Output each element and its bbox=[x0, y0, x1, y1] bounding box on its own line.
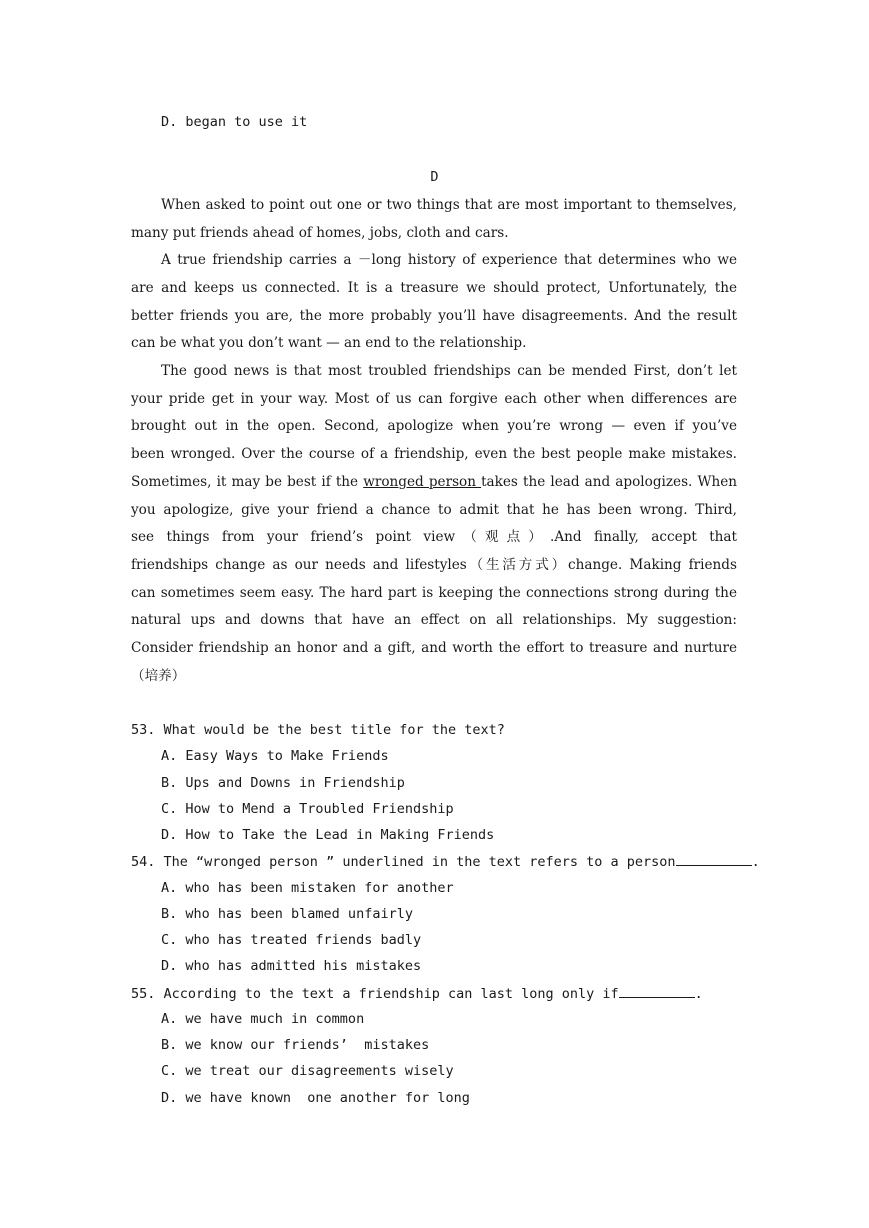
question-55-option-c: C. we treat our disagreements wisely bbox=[161, 1063, 454, 1079]
passage-p2-line4: can be what you don’t want — an end to the relationship. bbox=[131, 335, 527, 351]
passage-p3-line9: can sometimes seem easy. The hard part is keeping the connections strong during the bbox=[131, 585, 737, 601]
question-54-stem-end: . bbox=[751, 854, 760, 870]
question-53-option-d: D. How to Take the Lead in Making Friends bbox=[161, 827, 495, 843]
question-54-option-b: B. who has been blamed unfairly bbox=[161, 906, 413, 922]
passage-p3-line3: brought out in the open. Second, apologize when you’re wrong — even if you’ve bbox=[131, 418, 737, 434]
passage-p3-line8: friendships change as our needs and lifestyles（生活方式）change. Making friends bbox=[131, 557, 737, 573]
question-54-option-d: D. who has admitted his mistakes bbox=[161, 958, 422, 974]
passage-p3-line4: been wronged. Over the course of a friendship, even the best people make mistakes. bbox=[131, 446, 737, 462]
question-55-stem-end: . bbox=[694, 986, 703, 1002]
question-53-option-b: B. Ups and Downs in Friendship bbox=[161, 775, 405, 791]
question-53-option-c: C. How to Mend a Troubled Friendship bbox=[161, 801, 454, 817]
passage-p3-line11: Consider friendship an honor and a gift, and worth the effort to treasure and nurture bbox=[131, 640, 737, 656]
question-55-option-d: D. we have known one another for long bbox=[161, 1090, 470, 1106]
passage-p1-line1: When asked to point out one or two things that are most important to themselves, bbox=[161, 197, 737, 213]
question-54-option-c: C. who has treated friends badly bbox=[161, 932, 422, 948]
passage-p3-line7: see things from your friend’s point view（观点）.And finally, accept that bbox=[131, 529, 737, 545]
question-55-answer-blank bbox=[619, 985, 695, 998]
passage-p2-line1: A true friendship carries a －long history of experience that determines who we bbox=[161, 252, 737, 268]
passage-p3-line12: （培养） bbox=[131, 668, 186, 684]
passage-p2-line3: better friends you are, the more probably you’ll have disagreements. And the result bbox=[131, 308, 737, 324]
question-54-stem bbox=[131, 853, 760, 870]
question-55-stem-text: 55. According to the text a friendship can last long only if bbox=[131, 986, 619, 1002]
passage-p3-line6: you apologize, give your friend a chance to admit that he has been wrong. Third, bbox=[131, 502, 737, 518]
line5-post: takes the lead and apologizes. When bbox=[481, 474, 738, 490]
question-53-option-a: A. Easy Ways to Make Friends bbox=[161, 748, 389, 764]
question-55-option-b: B. we know our friends’ mistakes bbox=[161, 1037, 430, 1053]
previous-option-d: D. began to use it bbox=[161, 114, 308, 130]
passage-p3-line10: natural ups and downs that have an effect on all relationships. My suggestion: bbox=[131, 612, 737, 628]
passage-p3-line5 bbox=[131, 474, 737, 490]
question-55-option-a: A. we have much in common bbox=[161, 1011, 365, 1027]
passage-p1-line2: many put friends ahead of homes, jobs, cloth and cars. bbox=[131, 225, 509, 241]
question-54-option-a: A. who has been mistaken for another bbox=[161, 880, 454, 896]
question-54-stem-text: 54. The “wronged person ” underlined in the text refers to a person bbox=[131, 854, 676, 870]
section-label: D bbox=[430, 169, 439, 185]
question-54-answer-blank bbox=[676, 853, 752, 866]
passage-p3-line2: your pride get in your way. Most of us can forgive each other when differences are bbox=[131, 391, 737, 407]
passage-p2-line2: are and keeps us connected. It is a treasure we should protect, Unfortunately, the bbox=[131, 280, 737, 296]
question-55-stem bbox=[131, 985, 703, 1002]
passage-p3-line1: The good news is that most troubled friendships can be mended First, don’t let bbox=[161, 363, 737, 379]
question-53-stem: 53. What would be the best title for the text? bbox=[131, 722, 505, 738]
underlined-wronged-person: wronged person bbox=[363, 474, 482, 490]
line5-pre: Sometimes, it may be best if the bbox=[131, 474, 364, 490]
